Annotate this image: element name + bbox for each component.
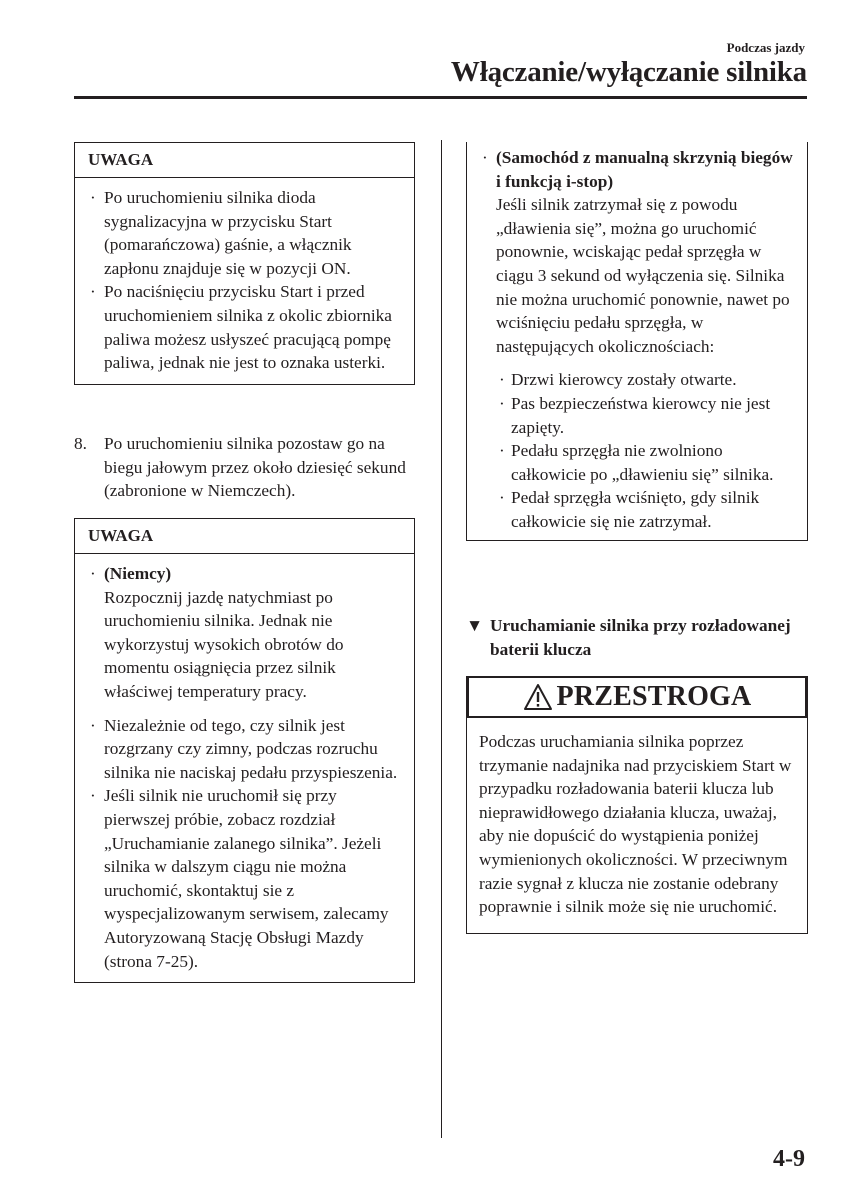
note-item	[89, 562, 400, 704]
sub-item: · Pedału sprzęgła nie zwolniono całkowicie po „dławieniu się” silnika.	[481, 439, 795, 486]
note-body	[467, 142, 807, 540]
note-item-text: Jeśli silnik zatrzymał się z powodu „dławienia się”, można go uruchomić ponownie, wciskając pedał sprzęgła w ciągu 3 sekund od wyłączenia się. Silnika nie można uruchomić ponownie, nawet po wciśnięciu pedału sprzęgła, w następujących okolicznościach:	[496, 195, 790, 356]
sub-item: · Drzwi kierowcy zostały otwarte.	[481, 368, 795, 392]
sub-list	[481, 368, 795, 533]
caution-label: PRZESTROGA	[556, 681, 752, 712]
section-label: Podczas jazdy	[726, 40, 805, 55]
sub-item: · Pedał sprzęgła wciśnięto, gdy silnik całkowicie się nie zatrzymał.	[481, 486, 795, 533]
note-body	[75, 178, 414, 384]
warning-triangle-icon	[523, 683, 553, 711]
step-number: 8.	[74, 434, 87, 453]
step-text: Po uruchomieniu silnika pozostaw go na biegu jałowym przez około dziesięć sekund (zabronione w Niemczech).	[104, 434, 406, 501]
note-item: · Po naciśnięciu przycisku Start i przed uruchomieniem silnika z okolic zbiornika paliwa możesz usłyszeć pracującą pompę paliwa, jednak nie jest to oznaka usterki.	[89, 280, 400, 374]
step-8	[74, 432, 414, 503]
caution-header	[467, 676, 807, 718]
section-heading	[466, 614, 806, 662]
triangle-marker-icon: ▼	[466, 616, 484, 635]
note-body	[75, 554, 414, 982]
note-item-title: (Samochód z manualną skrzynią biegów i funkcją i-stop)	[496, 148, 793, 191]
note-item: · Po uruchomieniu silnika dioda sygnalizacyjna w przycisku Start (pomarańczowa) gaśnie, a włącznik zapłonu znajduje się w pozycji ON.	[89, 186, 400, 280]
section-heading-text: Uruchamianie silnika przy rozładowanej baterii klucza	[490, 616, 791, 659]
note-item-text: Rozpocznij jazdę natychmiast po uruchomieniu silnika. Jednak nie wykorzystuj wysokich obrotów do momentu osiągnięcia przez silnik właściwej temperatury pracy.	[104, 587, 344, 701]
note-heading: UWAGA	[75, 143, 414, 178]
note-box-1	[74, 142, 415, 385]
note-box-2	[74, 518, 415, 983]
page-number: 4-9	[773, 1146, 805, 1172]
manual-transmission-box	[466, 142, 808, 541]
note-heading: UWAGA	[75, 519, 414, 554]
header-rule	[74, 96, 807, 99]
sub-item: · Pas bezpieczeństwa kierowcy nie jest zapięty.	[481, 392, 795, 439]
note-item-title: (Niemcy)	[104, 564, 172, 583]
page-title: Włączanie/wyłączanie silnika	[450, 56, 807, 88]
caution-text: Podczas uruchamiania silnika poprzez trzymanie nadajnika nad przyciskiem Start w przypadku rozładowania baterii klucza lub nieprawidłowego działania klucza, uważaj, aby nie dopuścić do wystąpienia poniżej wymienionych okoliczności. W przeciwnym razie sygnał z klucza nie zostanie odebrany poprawnie i silnik może się nie uruchomić.	[467, 718, 807, 934]
column-divider	[441, 140, 442, 1138]
caution-box	[466, 676, 808, 934]
note-item	[481, 146, 795, 358]
note-item: · Niezależnie od tego, czy silnik jest rozgrzany czy zimny, podczas rozruchu silnika nie naciskaj pedału przyspieszenia.	[89, 714, 400, 785]
note-item: · Jeśli silnik nie uruchomił się przy pierwszej próbie, zobacz rozdział „Uruchamianie zalanego silnika”. Jeżeli silnika w dalszym ciągu nie można uruchomić, skontaktuj sie z wyspecjalizowanym serwisem, zalecamy Autoryzowaną Stację Obsługi Mazdy (strona 7-25).	[89, 784, 400, 973]
